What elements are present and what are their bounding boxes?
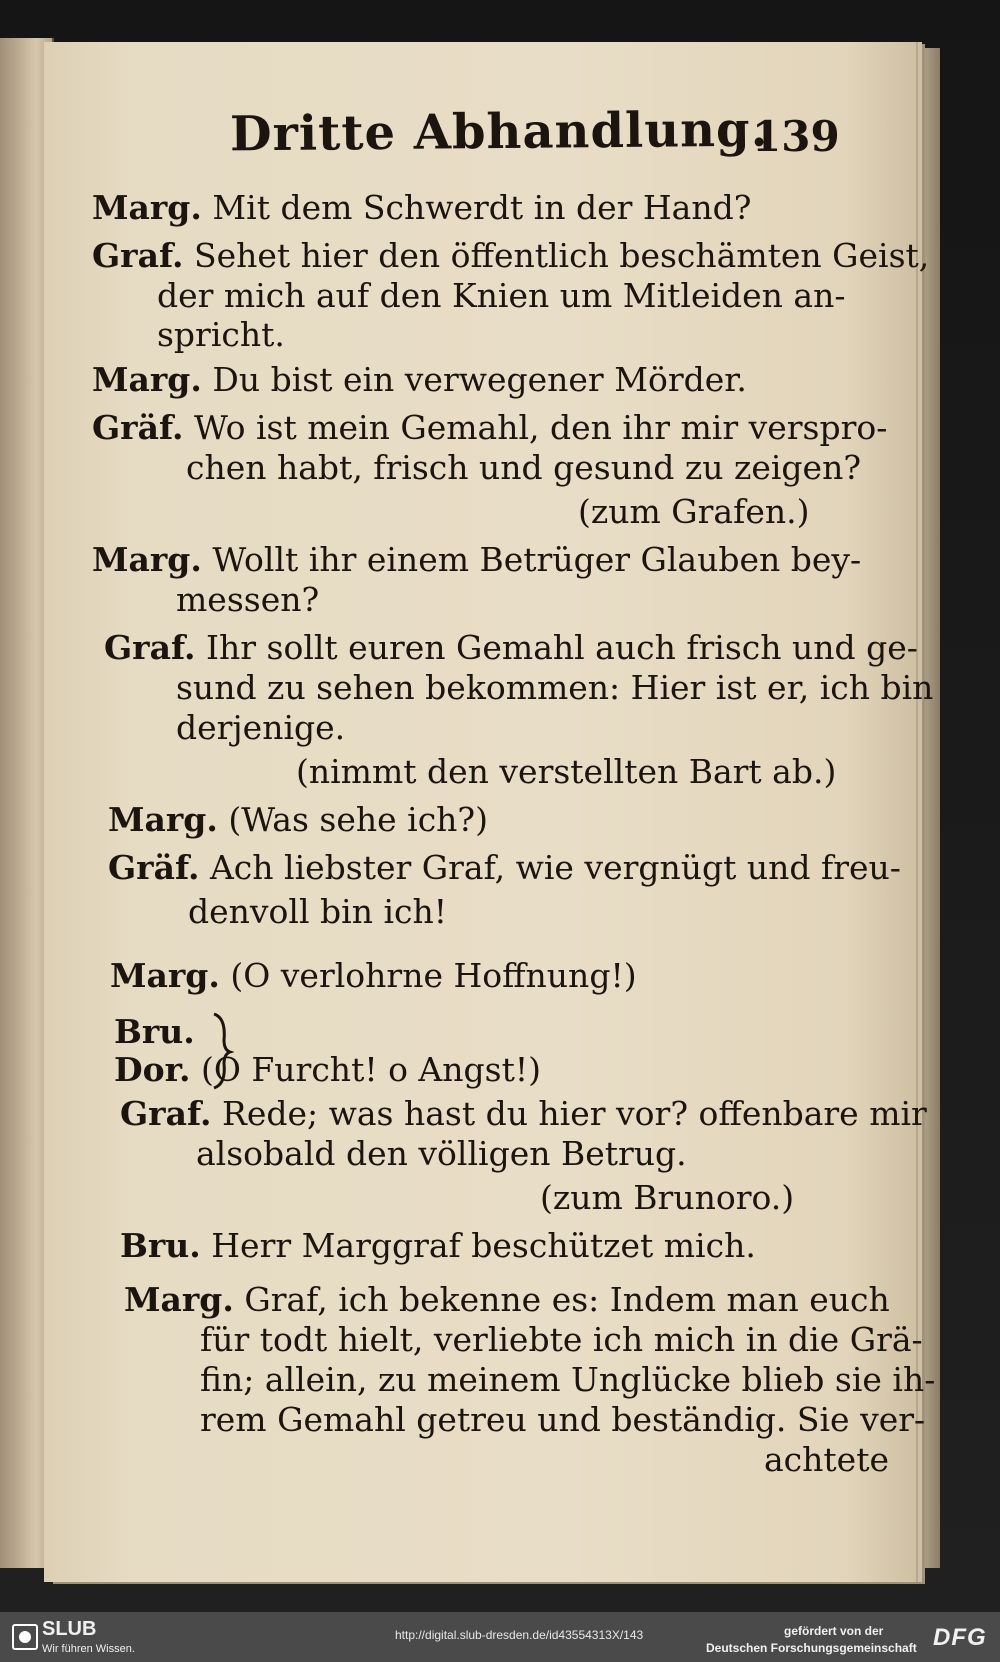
text-line — [120, 1094, 927, 1134]
speaker: Graf. — [120, 1094, 212, 1133]
funding-note-line2: Deutschen Forschungsgemeinschaft — [706, 1641, 917, 1655]
text-line — [186, 448, 861, 488]
speaker: Marg. — [92, 360, 202, 399]
text-line — [188, 892, 447, 932]
speaker: Graf. — [92, 236, 184, 275]
speaker: Marg. — [92, 188, 202, 227]
text-line — [92, 236, 929, 276]
line-text: spricht. — [157, 315, 285, 354]
text-line — [92, 188, 751, 228]
text-line — [200, 1320, 923, 1360]
stage-direction — [578, 492, 809, 532]
slub-tagline: Wir führen Wissen. — [42, 1643, 135, 1655]
catchword — [764, 1440, 889, 1480]
line-text: Ach liebster Graf, wie vergnügt und freu- — [209, 848, 901, 887]
speaker: Bru. — [114, 1012, 195, 1051]
speaker: Marg. — [124, 1280, 234, 1319]
line-text: (zum Grafen.) — [578, 492, 810, 531]
line-text: (Was sehe ich?) — [228, 800, 488, 839]
text-line — [114, 1050, 541, 1090]
brace-mark — [210, 1010, 234, 1090]
text-line — [114, 1012, 195, 1052]
dfg-logo: DFG — [933, 1624, 987, 1651]
line-text: Wo ist mein Gemahl, den ihr mir verspro- — [193, 408, 888, 447]
viewer-footer — [0, 1612, 1000, 1662]
slub-logo-text: SLUB — [42, 1618, 97, 1640]
speaker: Marg. — [108, 800, 218, 839]
line-text: Du bist ein verwegener Mörder. — [212, 360, 747, 399]
speaker: Marg. — [92, 540, 202, 579]
line-text: achtete — [764, 1440, 889, 1479]
line-text: für todt hielt, verliebte ich mich in die Grä- — [200, 1320, 923, 1359]
speaker: Gräf. — [108, 848, 200, 887]
speaker: Marg. — [110, 956, 220, 995]
text-line — [176, 708, 345, 748]
line-text: messen? — [176, 580, 320, 619]
running-title: Dritte Abhandlung. — [229, 101, 769, 163]
line-text: Mit dem Schwerdt in der Hand? — [212, 188, 752, 227]
text-line — [200, 1400, 925, 1440]
text-line — [157, 315, 285, 355]
funding-note-line1: gefördert von der — [784, 1624, 884, 1638]
permalink[interactable]: http://digital.slub-dresden.de/id43554313X/143 — [395, 1628, 644, 1642]
text-line — [108, 848, 901, 888]
text-line — [92, 360, 747, 400]
text-line — [120, 1226, 756, 1266]
line-text: Ihr sollt euren Gemahl auch frisch und ge- — [205, 628, 918, 667]
text-line — [200, 1360, 935, 1400]
page-number: 139 — [752, 112, 840, 161]
speaker: Graf. — [104, 628, 196, 667]
text-line — [157, 276, 846, 316]
text-line — [196, 1134, 687, 1174]
text-line — [110, 956, 637, 996]
text-line — [124, 1280, 890, 1320]
text-line — [176, 580, 319, 620]
line-text: derjenige. — [176, 708, 346, 747]
line-text: (nimmt den verstellten Bart ab.) — [296, 752, 837, 791]
line-text: Graf, ich bekenne es: Indem man euch — [244, 1280, 890, 1319]
stage-direction — [540, 1178, 794, 1218]
line-text: rem Gemahl getreu und beständig. Sie ver- — [200, 1400, 926, 1439]
text-line — [92, 540, 861, 580]
line-text: Sehet hier den öffentlich beschämten Geist, — [193, 236, 930, 275]
line-text: der mich auf den Knien um Mitleiden an- — [157, 276, 846, 315]
speaker: Dor. — [114, 1050, 191, 1089]
line-text: denvoll bin ich! — [188, 892, 447, 931]
line-text: fin; allein, zu meinem Unglücke blieb sie ih- — [200, 1360, 936, 1399]
line-text: sund zu sehen bekommen: Hier ist er, ich bin — [176, 668, 934, 707]
line-text: (O verlohrne Hoffnung!) — [230, 956, 637, 995]
line-text: alsobald den völligen Betrug. — [196, 1134, 687, 1173]
text-line — [176, 668, 933, 708]
text-line — [108, 800, 488, 840]
line-text: (zum Brunoro.) — [540, 1178, 795, 1217]
stage-direction — [296, 752, 836, 792]
line-text: Herr Marggraf beschützet mich. — [211, 1226, 756, 1265]
line-text: chen habt, frisch und gesund zu zeigen? — [186, 448, 862, 487]
slub-logo-icon — [12, 1624, 38, 1650]
text-line — [92, 408, 887, 448]
line-text: Wollt ihr einem Betrüger Glauben bey- — [212, 540, 862, 579]
speaker: Bru. — [120, 1226, 201, 1265]
line-text: Rede; was hast du hier vor? offenbare mir — [221, 1094, 927, 1133]
text-line — [104, 628, 918, 668]
speaker: Gräf. — [92, 408, 184, 447]
line-text: (O Furcht! o Angst!) — [200, 1050, 541, 1089]
